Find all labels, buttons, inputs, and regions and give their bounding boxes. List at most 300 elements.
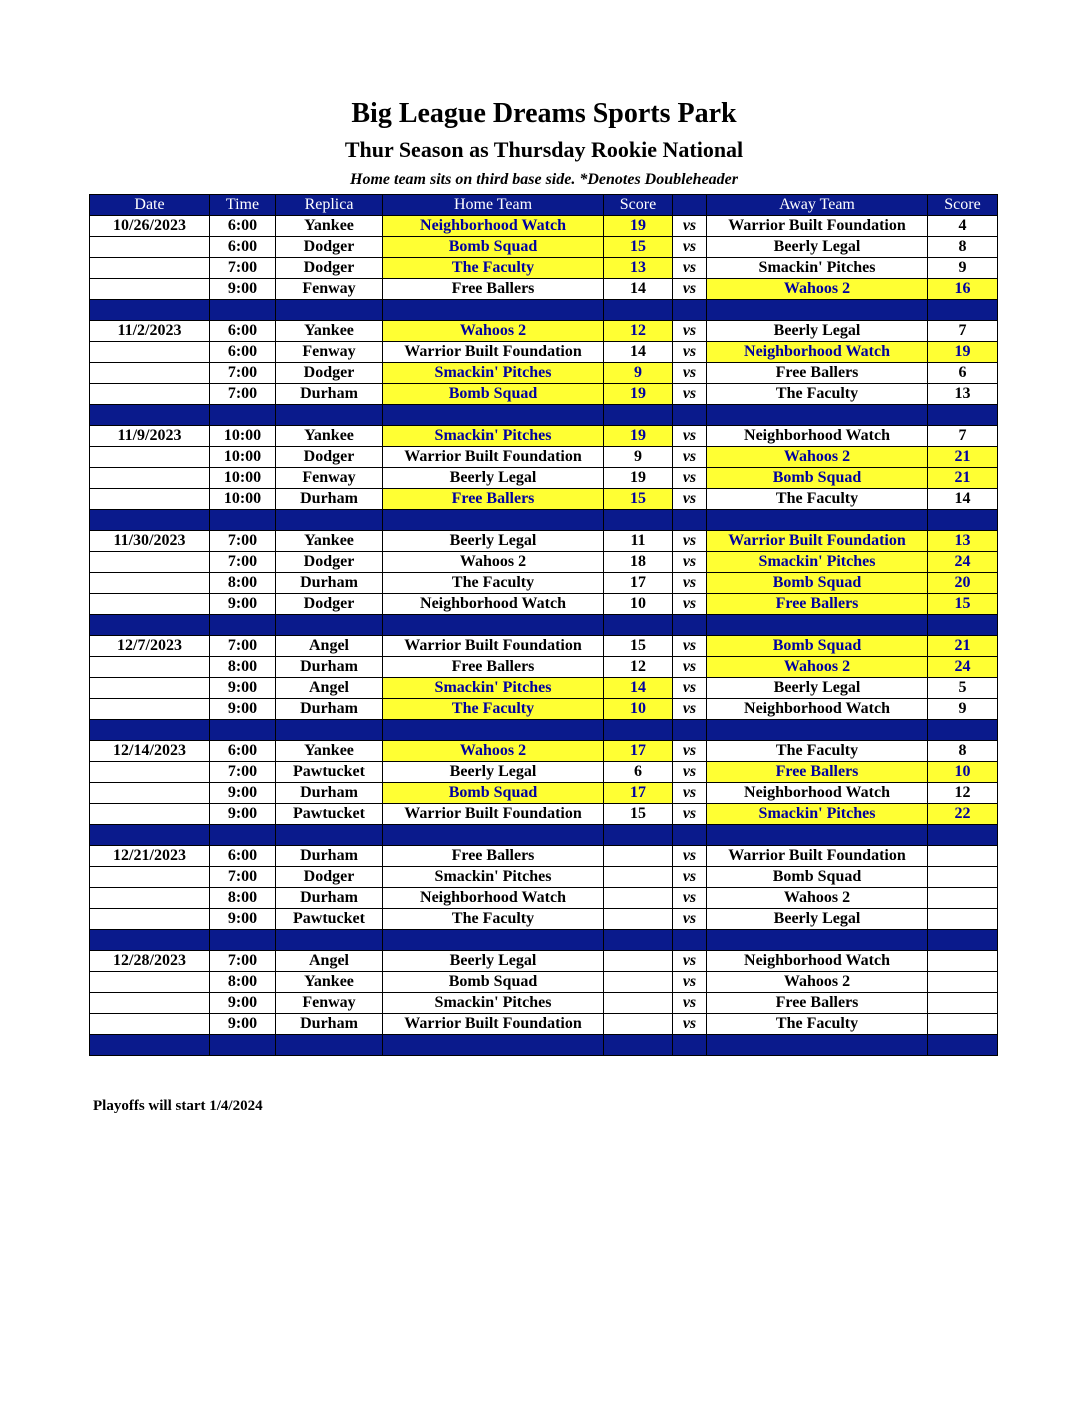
game-row xyxy=(90,258,998,279)
separator-cell xyxy=(707,510,928,531)
away-team-cell: Warrior Built Foundation xyxy=(707,531,928,552)
replica-cell: Durham xyxy=(276,489,383,510)
header-row xyxy=(90,195,998,216)
home-score-cell: 10 xyxy=(604,699,673,720)
home-team-cell: Wahoos 2 xyxy=(383,552,604,573)
away-score-cell xyxy=(928,951,998,972)
separator-cell xyxy=(276,825,383,846)
replica-cell: Angel xyxy=(276,951,383,972)
replica-cell: Yankee xyxy=(276,321,383,342)
separator-cell xyxy=(673,825,707,846)
vs-cell: vs xyxy=(673,216,707,237)
replica-cell: Dodger xyxy=(276,447,383,468)
separator-cell xyxy=(928,405,998,426)
vs-cell: vs xyxy=(673,636,707,657)
vs-cell: vs xyxy=(673,384,707,405)
time-cell: 8:00 xyxy=(210,972,276,993)
separator-cell xyxy=(707,930,928,951)
date-cell xyxy=(90,237,210,258)
home-score-cell: 15 xyxy=(604,804,673,825)
time-cell: 9:00 xyxy=(210,993,276,1014)
separator-cell xyxy=(673,930,707,951)
game-row xyxy=(90,699,998,720)
game-row xyxy=(90,531,998,552)
separator-cell xyxy=(210,930,276,951)
separator-cell xyxy=(707,720,928,741)
date-cell xyxy=(90,342,210,363)
time-cell: 10:00 xyxy=(210,489,276,510)
time-cell: 7:00 xyxy=(210,951,276,972)
home-score-cell: 10 xyxy=(604,594,673,615)
home-team-cell: Beerly Legal xyxy=(383,762,604,783)
separator-cell xyxy=(383,615,604,636)
separator-cell xyxy=(673,405,707,426)
away-team-cell: Neighborhood Watch xyxy=(707,426,928,447)
vs-cell: vs xyxy=(673,363,707,384)
away-score-cell: 16 xyxy=(928,279,998,300)
away-team-cell: Beerly Legal xyxy=(707,909,928,930)
time-cell: 9:00 xyxy=(210,804,276,825)
home-score-cell xyxy=(604,951,673,972)
replica-cell: Angel xyxy=(276,678,383,699)
home-team-cell: Free Ballers xyxy=(383,657,604,678)
week-separator-row xyxy=(90,1035,998,1056)
vs-cell: vs xyxy=(673,846,707,867)
replica-cell: Dodger xyxy=(276,867,383,888)
separator-cell xyxy=(210,300,276,321)
game-row xyxy=(90,762,998,783)
date-cell xyxy=(90,972,210,993)
vs-cell: vs xyxy=(673,972,707,993)
time-cell: 6:00 xyxy=(210,321,276,342)
vs-cell: vs xyxy=(673,657,707,678)
away-team-cell: Warrior Built Foundation xyxy=(707,846,928,867)
away-team-cell: Neighborhood Watch xyxy=(707,699,928,720)
date-cell xyxy=(90,993,210,1014)
away-score-cell: 24 xyxy=(928,657,998,678)
home-team-cell: Wahoos 2 xyxy=(383,741,604,762)
home-team-cell: Warrior Built Foundation xyxy=(383,804,604,825)
home-score-cell: 19 xyxy=(604,426,673,447)
separator-cell xyxy=(276,405,383,426)
separator-cell xyxy=(383,930,604,951)
away-score-cell: 22 xyxy=(928,804,998,825)
time-cell: 9:00 xyxy=(210,678,276,699)
separator-cell xyxy=(210,720,276,741)
separator-cell xyxy=(604,510,673,531)
separator-cell xyxy=(928,1035,998,1056)
col-away-score-header: Score xyxy=(928,195,998,216)
separator-cell xyxy=(673,300,707,321)
week-separator-row xyxy=(90,825,998,846)
separator-cell xyxy=(673,615,707,636)
game-row xyxy=(90,867,998,888)
game-row xyxy=(90,804,998,825)
replica-cell: Dodger xyxy=(276,258,383,279)
vs-cell: vs xyxy=(673,489,707,510)
vs-cell: vs xyxy=(673,678,707,699)
away-team-cell: Neighborhood Watch xyxy=(707,783,928,804)
week-separator-row xyxy=(90,405,998,426)
away-score-cell: 14 xyxy=(928,489,998,510)
away-team-cell: Free Ballers xyxy=(707,363,928,384)
away-team-cell: Beerly Legal xyxy=(707,678,928,699)
replica-cell: Dodger xyxy=(276,552,383,573)
game-row xyxy=(90,678,998,699)
replica-cell: Yankee xyxy=(276,741,383,762)
away-score-cell: 7 xyxy=(928,321,998,342)
time-cell: 6:00 xyxy=(210,741,276,762)
separator-cell xyxy=(604,1035,673,1056)
home-score-cell: 15 xyxy=(604,489,673,510)
away-score-cell: 7 xyxy=(928,426,998,447)
separator-cell xyxy=(928,615,998,636)
page-title: Big League Dreams Sports Park xyxy=(351,98,737,129)
home-score-cell: 14 xyxy=(604,279,673,300)
vs-cell: vs xyxy=(673,552,707,573)
replica-cell: Angel xyxy=(276,636,383,657)
away-score-cell: 13 xyxy=(928,384,998,405)
home-team-cell: Neighborhood Watch xyxy=(383,216,604,237)
time-cell: 9:00 xyxy=(210,909,276,930)
date-cell: 12/21/2023 xyxy=(90,846,210,867)
replica-cell: Dodger xyxy=(276,363,383,384)
separator-cell xyxy=(90,930,210,951)
game-row xyxy=(90,783,998,804)
game-row xyxy=(90,594,998,615)
away-score-cell xyxy=(928,972,998,993)
replica-cell: Yankee xyxy=(276,426,383,447)
away-score-cell: 13 xyxy=(928,531,998,552)
home-score-cell: 14 xyxy=(604,342,673,363)
home-score-cell: 12 xyxy=(604,321,673,342)
date-cell: 12/7/2023 xyxy=(90,636,210,657)
separator-cell xyxy=(90,825,210,846)
away-team-cell: Smackin' Pitches xyxy=(707,804,928,825)
home-team-cell: Free Ballers xyxy=(383,489,604,510)
separator-cell xyxy=(673,1035,707,1056)
col-vs-header xyxy=(673,195,707,216)
time-cell: 9:00 xyxy=(210,699,276,720)
away-team-cell: Free Ballers xyxy=(707,594,928,615)
vs-cell: vs xyxy=(673,426,707,447)
home-team-cell: Neighborhood Watch xyxy=(383,594,604,615)
time-cell: 8:00 xyxy=(210,657,276,678)
separator-cell xyxy=(210,1035,276,1056)
time-cell: 8:00 xyxy=(210,573,276,594)
separator-cell xyxy=(707,825,928,846)
home-score-cell: 18 xyxy=(604,552,673,573)
home-score-cell: 19 xyxy=(604,384,673,405)
separator-cell xyxy=(707,1035,928,1056)
home-team-cell: Warrior Built Foundation xyxy=(383,447,604,468)
replica-cell: Durham xyxy=(276,699,383,720)
away-score-cell xyxy=(928,867,998,888)
home-team-cell: Beerly Legal xyxy=(383,468,604,489)
separator-cell xyxy=(90,720,210,741)
away-team-cell: Bomb Squad xyxy=(707,867,928,888)
vs-cell: vs xyxy=(673,783,707,804)
home-score-cell: 19 xyxy=(604,216,673,237)
away-score-cell: 20 xyxy=(928,573,998,594)
col-home-score-header: Score xyxy=(604,195,673,216)
separator-cell xyxy=(604,405,673,426)
vs-cell: vs xyxy=(673,909,707,930)
separator-cell xyxy=(276,930,383,951)
date-cell xyxy=(90,762,210,783)
game-row xyxy=(90,237,998,258)
vs-cell: vs xyxy=(673,573,707,594)
date-cell xyxy=(90,804,210,825)
away-team-cell: Free Ballers xyxy=(707,993,928,1014)
home-score-cell: 11 xyxy=(604,531,673,552)
separator-cell xyxy=(210,615,276,636)
vs-cell: vs xyxy=(673,321,707,342)
game-row xyxy=(90,384,998,405)
separator-cell xyxy=(707,615,928,636)
game-row xyxy=(90,216,998,237)
game-row xyxy=(90,279,998,300)
vs-cell: vs xyxy=(673,699,707,720)
separator-cell xyxy=(276,615,383,636)
separator-cell xyxy=(928,930,998,951)
week-separator-row xyxy=(90,300,998,321)
separator-cell xyxy=(276,1035,383,1056)
time-cell: 6:00 xyxy=(210,846,276,867)
home-team-cell: Wahoos 2 xyxy=(383,321,604,342)
replica-cell: Yankee xyxy=(276,972,383,993)
away-team-cell: Beerly Legal xyxy=(707,321,928,342)
away-score-cell: 5 xyxy=(928,678,998,699)
away-team-cell: Wahoos 2 xyxy=(707,279,928,300)
date-cell xyxy=(90,1014,210,1035)
away-team-cell: Smackin' Pitches xyxy=(707,552,928,573)
time-cell: 7:00 xyxy=(210,762,276,783)
separator-cell xyxy=(604,930,673,951)
separator-cell xyxy=(90,300,210,321)
replica-cell: Durham xyxy=(276,888,383,909)
time-cell: 7:00 xyxy=(210,258,276,279)
away-team-cell: Bomb Squad xyxy=(707,636,928,657)
home-team-cell: Free Ballers xyxy=(383,846,604,867)
game-row xyxy=(90,342,998,363)
replica-cell: Durham xyxy=(276,573,383,594)
home-team-cell: Warrior Built Foundation xyxy=(383,1014,604,1035)
date-cell xyxy=(90,258,210,279)
away-team-cell: Neighborhood Watch xyxy=(707,951,928,972)
game-row xyxy=(90,846,998,867)
time-cell: 8:00 xyxy=(210,888,276,909)
separator-cell xyxy=(276,510,383,531)
replica-cell: Durham xyxy=(276,1014,383,1035)
replica-cell: Fenway xyxy=(276,993,383,1014)
separator-cell xyxy=(383,405,604,426)
home-team-cell: Smackin' Pitches xyxy=(383,993,604,1014)
replica-cell: Pawtucket xyxy=(276,762,383,783)
away-score-cell: 9 xyxy=(928,258,998,279)
away-score-cell xyxy=(928,888,998,909)
home-score-cell: 12 xyxy=(604,657,673,678)
away-score-cell xyxy=(928,993,998,1014)
time-cell: 10:00 xyxy=(210,468,276,489)
replica-cell: Durham xyxy=(276,846,383,867)
home-score-cell xyxy=(604,993,673,1014)
away-score-cell: 8 xyxy=(928,741,998,762)
vs-cell: vs xyxy=(673,279,707,300)
away-score-cell: 15 xyxy=(928,594,998,615)
away-score-cell xyxy=(928,909,998,930)
separator-cell xyxy=(928,720,998,741)
replica-cell: Yankee xyxy=(276,531,383,552)
time-cell: 7:00 xyxy=(210,867,276,888)
separator-cell xyxy=(383,510,604,531)
vs-cell: vs xyxy=(673,1014,707,1035)
vs-cell: vs xyxy=(673,258,707,279)
game-row xyxy=(90,468,998,489)
away-team-cell: The Faculty xyxy=(707,741,928,762)
game-row xyxy=(90,657,998,678)
home-team-cell: Bomb Squad xyxy=(383,384,604,405)
separator-cell xyxy=(604,300,673,321)
away-score-cell: 19 xyxy=(928,342,998,363)
playoffs-note: Playoffs will start 1/4/2024 xyxy=(93,1098,263,1114)
game-row xyxy=(90,888,998,909)
time-cell: 7:00 xyxy=(210,384,276,405)
home-team-cell: The Faculty xyxy=(383,258,604,279)
replica-cell: Fenway xyxy=(276,468,383,489)
separator-cell xyxy=(707,300,928,321)
away-score-cell xyxy=(928,846,998,867)
separator-cell xyxy=(276,300,383,321)
col-away-team-header: Away Team xyxy=(707,195,928,216)
away-team-cell: Beerly Legal xyxy=(707,237,928,258)
home-team-cell: Smackin' Pitches xyxy=(383,867,604,888)
date-cell: 12/14/2023 xyxy=(90,741,210,762)
date-cell xyxy=(90,573,210,594)
home-team-note: Home team sits on third base side. *Denotes Doubleheader xyxy=(350,171,738,188)
away-team-cell: Smackin' Pitches xyxy=(707,258,928,279)
away-score-cell: 8 xyxy=(928,237,998,258)
page-subtitle: Thur Season as Thursday Rookie National xyxy=(344,137,744,162)
replica-cell: Pawtucket xyxy=(276,909,383,930)
separator-cell xyxy=(604,720,673,741)
away-score-cell: 21 xyxy=(928,468,998,489)
replica-cell: Dodger xyxy=(276,594,383,615)
week-separator-row xyxy=(90,510,998,531)
date-cell xyxy=(90,909,210,930)
schedule-table xyxy=(89,194,998,1056)
home-score-cell: 17 xyxy=(604,783,673,804)
separator-cell xyxy=(383,300,604,321)
date-cell: 12/28/2023 xyxy=(90,951,210,972)
game-row xyxy=(90,552,998,573)
date-cell xyxy=(90,678,210,699)
home-team-cell: Bomb Squad xyxy=(383,783,604,804)
vs-cell: vs xyxy=(673,594,707,615)
replica-cell: Durham xyxy=(276,657,383,678)
away-team-cell: Wahoos 2 xyxy=(707,972,928,993)
vs-cell: vs xyxy=(673,342,707,363)
time-cell: 6:00 xyxy=(210,342,276,363)
game-row xyxy=(90,489,998,510)
separator-cell xyxy=(210,405,276,426)
separator-cell xyxy=(90,615,210,636)
separator-cell xyxy=(673,510,707,531)
col-date-header: Date xyxy=(90,195,210,216)
game-row xyxy=(90,426,998,447)
game-row xyxy=(90,636,998,657)
vs-cell: vs xyxy=(673,741,707,762)
away-team-cell: Wahoos 2 xyxy=(707,447,928,468)
week-separator-row xyxy=(90,720,998,741)
separator-cell xyxy=(383,720,604,741)
week-separator-row xyxy=(90,930,998,951)
col-home-team-header: Home Team xyxy=(383,195,604,216)
home-score-cell: 14 xyxy=(604,678,673,699)
home-score-cell: 19 xyxy=(604,468,673,489)
date-cell xyxy=(90,594,210,615)
away-team-cell: The Faculty xyxy=(707,489,928,510)
home-score-cell: 9 xyxy=(604,447,673,468)
time-cell: 9:00 xyxy=(210,279,276,300)
away-score-cell: 21 xyxy=(928,447,998,468)
game-row xyxy=(90,972,998,993)
away-team-cell: Bomb Squad xyxy=(707,573,928,594)
replica-cell: Pawtucket xyxy=(276,804,383,825)
vs-cell: vs xyxy=(673,237,707,258)
away-team-cell: The Faculty xyxy=(707,384,928,405)
vs-cell: vs xyxy=(673,951,707,972)
date-cell xyxy=(90,888,210,909)
away-team-cell: Bomb Squad xyxy=(707,468,928,489)
home-team-cell: Neighborhood Watch xyxy=(383,888,604,909)
separator-cell xyxy=(383,1035,604,1056)
game-row xyxy=(90,573,998,594)
home-score-cell: 9 xyxy=(604,363,673,384)
replica-cell: Fenway xyxy=(276,279,383,300)
date-cell xyxy=(90,384,210,405)
home-score-cell: 15 xyxy=(604,237,673,258)
time-cell: 7:00 xyxy=(210,363,276,384)
date-cell xyxy=(90,363,210,384)
separator-cell xyxy=(90,405,210,426)
vs-cell: vs xyxy=(673,468,707,489)
vs-cell: vs xyxy=(673,888,707,909)
away-score-cell xyxy=(928,1014,998,1035)
time-cell: 6:00 xyxy=(210,216,276,237)
home-score-cell xyxy=(604,909,673,930)
home-team-cell: Smackin' Pitches xyxy=(383,426,604,447)
away-team-cell: Wahoos 2 xyxy=(707,657,928,678)
home-team-cell: Warrior Built Foundation xyxy=(383,342,604,363)
separator-cell xyxy=(928,510,998,531)
time-cell: 6:00 xyxy=(210,237,276,258)
time-cell: 10:00 xyxy=(210,426,276,447)
home-score-cell: 13 xyxy=(604,258,673,279)
date-cell xyxy=(90,279,210,300)
home-team-cell: The Faculty xyxy=(383,909,604,930)
replica-cell: Fenway xyxy=(276,342,383,363)
home-score-cell: 17 xyxy=(604,741,673,762)
separator-cell xyxy=(604,825,673,846)
time-cell: 7:00 xyxy=(210,531,276,552)
time-cell: 7:00 xyxy=(210,636,276,657)
time-cell: 9:00 xyxy=(210,1014,276,1035)
replica-cell: Durham xyxy=(276,384,383,405)
date-cell xyxy=(90,699,210,720)
separator-cell xyxy=(210,510,276,531)
vs-cell: vs xyxy=(673,993,707,1014)
